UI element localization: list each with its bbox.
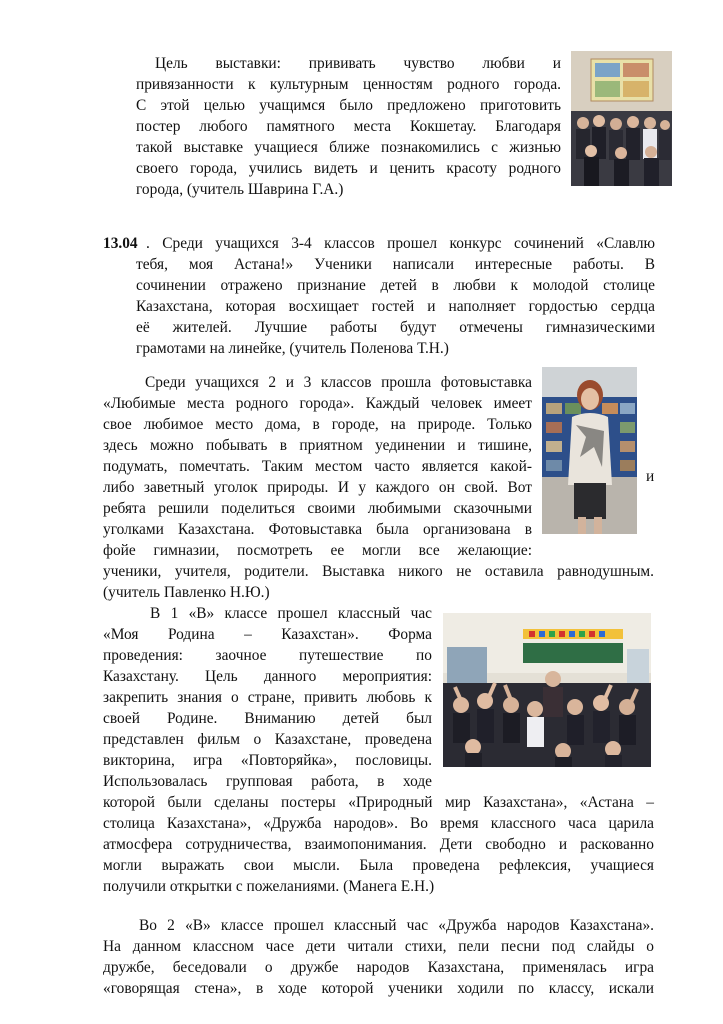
photo-classroom xyxy=(443,613,651,767)
text-line: города, (учитель Шаврина Г.А.) xyxy=(136,181,344,198)
text-line: . Среди учащихся 3-4 классов прошел конкурс сочинений «Славлю xyxy=(146,235,655,252)
text-line: могли выражать свои мысли. Была проведена рефлексия, учащиеся xyxy=(103,857,654,874)
text-line: Во 2 «В» классе прошел классный час «Дружба народов Казахстана». xyxy=(139,917,654,934)
text-line: сочинении отражено признание детей в любви к молодой столице xyxy=(136,277,655,294)
text-line: ребята решили поделиться своими любимыми сказочными xyxy=(103,500,532,517)
text-line: Цель выставки: прививать чувство любви и xyxy=(155,55,561,72)
text-line: столица Казахстана», «Дружба народов». Во время классного часа царила xyxy=(103,815,654,832)
text-line: которой были сделаны постеры «Природный мир Казахстана», «Астана – xyxy=(103,794,654,811)
trailing-word: и xyxy=(646,468,655,485)
text-line: Среди учащихся 2 и 3 классов прошла фотовыставка xyxy=(145,374,532,391)
text-line: В 1 «В» классе прошел классный час xyxy=(150,605,432,622)
text-line: своего города, учились видеть и ценить красоту родного xyxy=(136,160,561,177)
text-line: либо заветный уголок природы. И у каждого он свой. Вот xyxy=(103,479,532,496)
essay-date: 13.04 xyxy=(103,235,138,252)
text-line: такой выставке учащиеся ближе познакомились с жизнью xyxy=(136,139,561,156)
text-line: уголками Казахстана. Фотовыставка была организована в xyxy=(103,521,532,538)
text-line: постер любого памятного места Кокшетау. Благодаря xyxy=(136,118,561,135)
text-line: С этой целью учащимся было предложено приготовить xyxy=(136,97,561,114)
text-line: дружбе, беседовали о дружбе народов Казахстана, применялась игра xyxy=(103,959,654,976)
text-line: (учитель Павленко Н.Ю.) xyxy=(103,584,270,601)
text-line: здесь можно побывать в приятном уединении и тишине, xyxy=(103,437,532,454)
text-line: её жителей. Лучшие работы будут отмечены гимназическими xyxy=(136,319,655,336)
text-line: получили открытки с пожеланиями. (Манега Е.Н.) xyxy=(103,878,435,895)
text-line: своей Родине. Вниманию детей был xyxy=(103,710,432,727)
text-line: подумать, помечтать. Таким местом часто является какой- xyxy=(103,458,532,475)
text-line: Казахстана, которая восхищает гостей и наполняет гордостью сердца xyxy=(136,298,655,315)
text-line: привязанности к культурным ценностям родного города. xyxy=(136,76,561,93)
text-line: викторина, игра «Повторяйка», пословицы. xyxy=(103,752,432,769)
photo-teacher-exhibition xyxy=(542,367,637,534)
text-line: На данном классном часе дети читали стихи, пели песни под слайды о xyxy=(103,938,654,955)
text-line: ученики, учителя, родители. Выставка никого не оставила равнодушным. xyxy=(103,563,654,580)
text-line: тебя, моя Астана!» Ученики написали интересные работы. В xyxy=(136,256,655,273)
text-line: фойе гимназии, посмотреть ее могли все желающие: xyxy=(103,542,532,559)
text-line: закрепить знания о стране, привить любовь к xyxy=(103,689,432,706)
text-line: свое любимое место дома, в городе, на природе. Только xyxy=(103,416,532,433)
text-line: представлен фильм о Казахстане, проведена xyxy=(103,731,432,748)
text-line: грамотами на линейке, (учитель Поленова Т.Н.) xyxy=(136,340,449,357)
text-line: атмосфера сотрудничества, взаимопонимания. Дети свободно и раскованно xyxy=(103,836,654,853)
text-line: «Любимые места родного города». Каждый человек имеет xyxy=(103,395,532,412)
text-line: Использовалась групповая работа, в ходе xyxy=(103,773,432,790)
text-line: проведения: заочное путешествие по xyxy=(103,647,432,664)
photo-students-poster xyxy=(571,51,672,186)
text-line: «Моя Родина – Казахстан». Форма xyxy=(103,626,432,643)
text-line: «говорящая стена», в ходе которой ученики ходили по классу, искали xyxy=(103,980,654,997)
text-line: Казахстану. Цель данного мероприятия: xyxy=(103,668,432,685)
